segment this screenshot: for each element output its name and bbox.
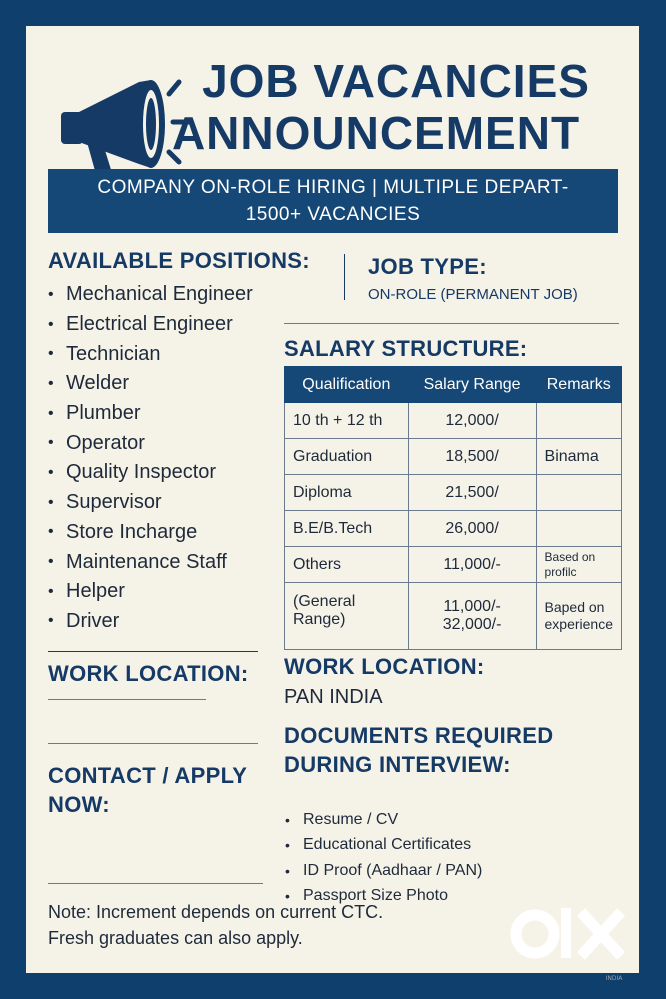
salary-table: [284, 366, 622, 650]
divider: [48, 883, 263, 884]
banner-line-1: COMPANY ON-ROLE HIRING | MULTIPLE DEPART-: [97, 177, 569, 198]
list-item: • Helper: [48, 580, 125, 603]
table-row: [285, 583, 622, 650]
table-cell: [536, 475, 621, 511]
table-cell: [536, 403, 621, 439]
table-cell: Binama: [536, 439, 621, 475]
table-header-row: [285, 367, 622, 403]
list-item: • Supervisor: [48, 491, 162, 514]
documents-heading-line-2: DURING INTERVIEW:: [284, 752, 511, 777]
list-item: • Maintenance Staff: [48, 550, 227, 573]
table-cell: 11,000/- 32,000/-: [408, 583, 536, 650]
divider: [48, 651, 258, 652]
title-line-2: ANNOUNCEMENT: [171, 107, 581, 159]
table-cell: (General Range): [285, 583, 409, 650]
banner-line-2: 1500+ VACANCIES: [245, 204, 421, 225]
column-header: Salary Range: [408, 367, 536, 403]
table-row: [285, 511, 622, 547]
list-item: • Operator: [48, 431, 145, 454]
left-work-location-heading: WORK LOCATION:: [48, 661, 249, 686]
table-cell: B.E/B.Tech: [285, 511, 409, 547]
list-item: • Plumber: [48, 402, 141, 425]
table-cell: 26,000/: [408, 511, 536, 547]
list-item: • Technician: [48, 342, 161, 365]
list-item: • Quality Inspector: [48, 461, 217, 484]
column-header: Qualification: [285, 367, 409, 403]
divider: [344, 254, 345, 300]
olx-sub: INDIA: [605, 975, 623, 982]
hiring-banner: [48, 169, 618, 233]
table-row: [285, 403, 622, 439]
table-cell: 21,500/: [408, 475, 536, 511]
job-type-heading: JOB TYPE:: [368, 254, 487, 279]
documents-list: [285, 807, 482, 909]
table-cell: 10 th + 12 th: [285, 403, 409, 439]
table-cell: 11,000/-: [408, 547, 536, 583]
job-poster: [26, 26, 639, 982]
list-item: • ID Proof (Aadhaar / PAN): [285, 861, 483, 879]
note-line-2: Fresh graduates can also apply.: [48, 928, 303, 948]
work-location-value: PAN INDIA: [284, 686, 383, 708]
table-cell: 12,000/: [408, 403, 536, 439]
positions-list: [48, 280, 253, 636]
contact-heading-line-2: NOW:: [48, 792, 110, 817]
olx-logo: [509, 898, 629, 986]
work-location-heading: WORK LOCATION:: [284, 654, 485, 679]
documents-heading-line-1: DOCUMENTS REQUIRED: [284, 723, 554, 748]
table-row: [285, 475, 622, 511]
list-item: • Educational Certificates: [285, 836, 472, 854]
contact-heading-line-1: CONTACT / APPLY: [48, 763, 248, 788]
positions-heading: AVAILABLE POSITIONS:: [48, 248, 310, 273]
column-header: Remarks: [536, 367, 621, 403]
list-item: • Welder: [48, 372, 129, 395]
table-cell: Baped on experience: [536, 583, 621, 650]
table-cell: Others: [285, 547, 409, 583]
title-line-1: JOB VACANCIES: [202, 55, 590, 107]
table-cell: Based on profilc: [536, 547, 621, 583]
table-row: [285, 439, 622, 475]
divider: [48, 699, 206, 700]
divider: [48, 743, 258, 744]
list-item: • Driver: [48, 609, 120, 632]
job-type-value: ON-ROLE (PERMANENT JOB): [368, 286, 578, 303]
divider: [284, 323, 619, 324]
list-item: • Passport Size Photo: [285, 887, 448, 905]
list-item: • Resume / CV: [285, 810, 399, 828]
table-cell: Diploma: [285, 475, 409, 511]
table-cell: 18,500/: [408, 439, 536, 475]
table-row: [285, 547, 622, 583]
list-item: • Mechanical Engineer: [48, 283, 253, 306]
table-cell: Graduation: [285, 439, 409, 475]
list-item: • Store Incharge: [48, 520, 198, 543]
note-line-1: Note: Increment depends on current CTC.: [48, 902, 384, 922]
salary-heading: SALARY STRUCTURE:: [284, 336, 528, 361]
list-item: • Electrical Engineer: [48, 313, 233, 336]
table-cell: [536, 511, 621, 547]
